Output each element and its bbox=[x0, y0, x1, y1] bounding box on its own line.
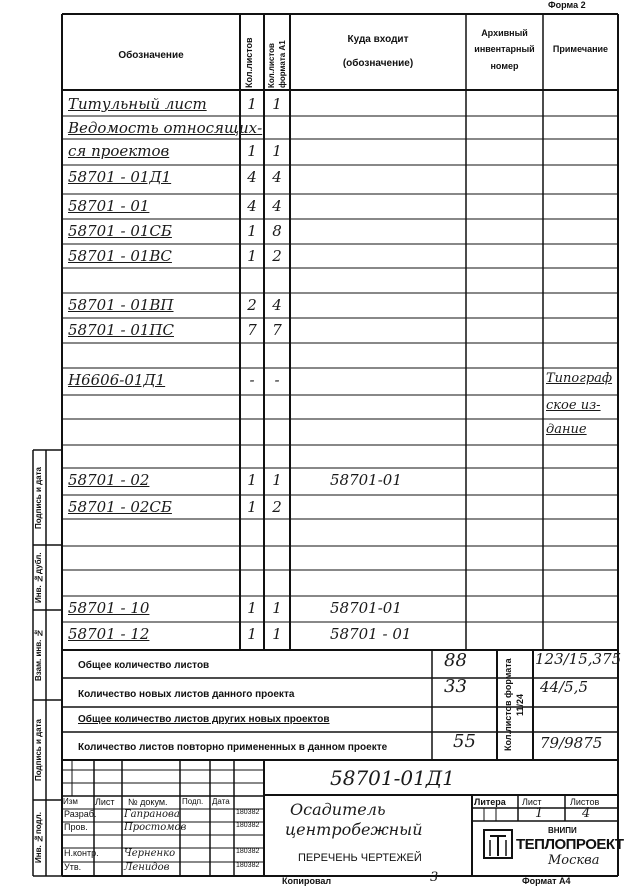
list-value: 1 bbox=[535, 806, 544, 821]
row-sheet-count-a1: - bbox=[274, 371, 280, 389]
drawing-code: 58701-01Д1 bbox=[330, 766, 455, 790]
row-sheet-count-a1: 1 bbox=[272, 142, 282, 160]
row-sheet-count: 1 bbox=[247, 95, 257, 113]
col-date: Дата bbox=[212, 797, 230, 806]
row-designation: Титульный лист bbox=[68, 95, 207, 113]
row-sheet-count-a1: 7 bbox=[272, 321, 282, 339]
row-sheet-count: 1 bbox=[247, 599, 257, 617]
row-designation: Н6606-01Д1 bbox=[68, 371, 166, 389]
row-designation: 58701 - 01ВП bbox=[68, 296, 174, 314]
row-designation: Ведомость относящих- bbox=[68, 119, 263, 137]
header-sheet-count-a1: Кол.листов формата А1 bbox=[267, 40, 287, 88]
header-where-line2: (обозначение) bbox=[342, 58, 414, 69]
org-logo bbox=[484, 830, 512, 858]
format-new: 44/5,5 bbox=[540, 678, 588, 696]
doc-title: ПЕРЕЧЕНЬ ЧЕРТЕЖЕЙ bbox=[298, 852, 422, 864]
role-name: Гапранова bbox=[124, 809, 180, 820]
row-where: 58701-01 bbox=[330, 599, 402, 617]
header-archive-line1: Архивный bbox=[481, 28, 528, 38]
header-designation: Обозначение bbox=[118, 50, 184, 61]
row-sheet-count: 1 bbox=[247, 471, 257, 489]
role-date: 180382 bbox=[236, 848, 260, 855]
row-sheet-count-a1: 1 bbox=[272, 625, 282, 643]
product-name-line1: Осадитель bbox=[290, 800, 386, 819]
reused-value: 55 bbox=[453, 731, 476, 752]
format-footer: Формат А4 bbox=[522, 876, 571, 886]
row-designation: 58701 - 01ПС bbox=[68, 321, 174, 339]
other-label: Общее количество листов других новых проектов bbox=[78, 714, 330, 725]
reused-label: Количество листов повторно примененных в данном проекте bbox=[78, 742, 388, 753]
new-value: 33 bbox=[444, 676, 467, 697]
lists-value: 4 bbox=[582, 806, 591, 821]
new-label: Количество новых листов данного проекта bbox=[78, 689, 295, 700]
header-note: Примечание bbox=[552, 44, 609, 54]
side-label-sign-date-2: Подпись и дата bbox=[34, 719, 43, 781]
row-sheet-count-a1: 2 bbox=[272, 247, 282, 265]
format-label: Кол.листов формата 11/24 bbox=[503, 658, 525, 752]
row-designation: 58701 - 01 bbox=[68, 197, 150, 215]
format-total: 123/15,375 bbox=[535, 650, 622, 668]
header-archive-line2: инвентарный bbox=[474, 44, 535, 54]
row-sheet-count-a1: 1 bbox=[272, 471, 282, 489]
role-label: Утв. bbox=[64, 862, 82, 872]
row-sheet-count: 1 bbox=[247, 625, 257, 643]
row-note: ское из- bbox=[546, 398, 601, 413]
row-sheet-count-a1: 8 bbox=[272, 222, 282, 240]
format-reused: 79/9875 bbox=[540, 734, 603, 752]
row-designation: 58701 - 12 bbox=[68, 625, 150, 643]
row-sheet-count-a1: 4 bbox=[272, 168, 282, 186]
row-designation: 58701 - 01ВС bbox=[68, 247, 172, 265]
row-note: Типограф bbox=[546, 371, 613, 386]
role-date: 180382 bbox=[236, 809, 260, 816]
row-designation: 58701 - 02СБ bbox=[68, 498, 172, 516]
header-sheet-count: Кол.листов bbox=[244, 37, 254, 88]
row-designation: 58701 - 02 bbox=[68, 471, 150, 489]
role-name: Черненко bbox=[124, 848, 176, 859]
row-sheet-count-a1: 1 bbox=[272, 599, 282, 617]
org-name: ТЕПЛОПРОЕКТ bbox=[516, 836, 624, 853]
row-sheet-count-a1: 4 bbox=[272, 197, 282, 215]
side-label-dup-inv: Инв. №дубл. bbox=[34, 552, 43, 604]
row-sheet-count: 1 bbox=[247, 247, 257, 265]
total-value: 88 bbox=[444, 650, 467, 671]
side-label-replace-inv: Взам. инв. № bbox=[34, 628, 43, 682]
row-where: 58701-01 bbox=[330, 471, 402, 489]
litera-label: Литера bbox=[474, 797, 506, 807]
col-doc: № докум. bbox=[128, 797, 168, 807]
row-designation: 58701 - 01СБ bbox=[68, 222, 172, 240]
product-name-line2: центробежный bbox=[285, 820, 423, 839]
row-sheet-count: 1 bbox=[247, 222, 257, 240]
role-name: Простомов bbox=[124, 822, 187, 833]
row-designation: 58701 - 10 bbox=[68, 599, 150, 617]
row-sheet-count: 4 bbox=[247, 168, 257, 186]
form-label: Форма 2 bbox=[548, 0, 586, 10]
role-name: Ленидов bbox=[124, 862, 170, 873]
page-mark: 3 bbox=[430, 870, 439, 885]
copied-label: Копировал bbox=[282, 876, 332, 886]
role-date: 180382 bbox=[236, 822, 260, 829]
role-label: Пров. bbox=[64, 822, 88, 832]
row-sheet-count-a1: 4 bbox=[272, 296, 282, 314]
col-list: Лист bbox=[95, 797, 115, 807]
row-sheet-count: 1 bbox=[247, 142, 257, 160]
side-label-orig-inv: Инв. №подл. bbox=[34, 812, 43, 864]
role-label: Разраб. bbox=[64, 809, 97, 819]
row-sheet-count: 4 bbox=[247, 197, 257, 215]
row-designation: 58701 - 01Д1 bbox=[68, 168, 172, 186]
role-label: Н.контр. bbox=[64, 848, 99, 858]
col-izm: Изм bbox=[63, 797, 78, 806]
row-where: 58701 - 01 bbox=[330, 625, 412, 643]
lists-label: Листов bbox=[570, 797, 600, 807]
row-designation: ся проектов bbox=[68, 142, 170, 160]
row-sheet-count-a1: 2 bbox=[272, 498, 282, 516]
city: Москва bbox=[548, 853, 600, 868]
header-archive-line3: номер bbox=[490, 61, 519, 71]
side-label-sign-date-1: Подпись и дата bbox=[34, 467, 43, 529]
row-sheet-count: - bbox=[249, 371, 255, 389]
col-sign: Подп. bbox=[182, 797, 204, 806]
total-label: Общее количество листов bbox=[78, 660, 210, 671]
row-note: дание bbox=[546, 422, 587, 437]
list-label: Лист bbox=[522, 797, 542, 807]
role-date: 180382 bbox=[236, 862, 260, 869]
row-sheet-count: 1 bbox=[247, 498, 257, 516]
row-sheet-count: 7 bbox=[247, 321, 257, 339]
org-small: ВНИПИ bbox=[548, 826, 577, 835]
header-where-line1: Куда входит bbox=[347, 34, 409, 45]
row-sheet-count-a1: 1 bbox=[272, 95, 282, 113]
row-sheet-count: 2 bbox=[247, 296, 257, 314]
